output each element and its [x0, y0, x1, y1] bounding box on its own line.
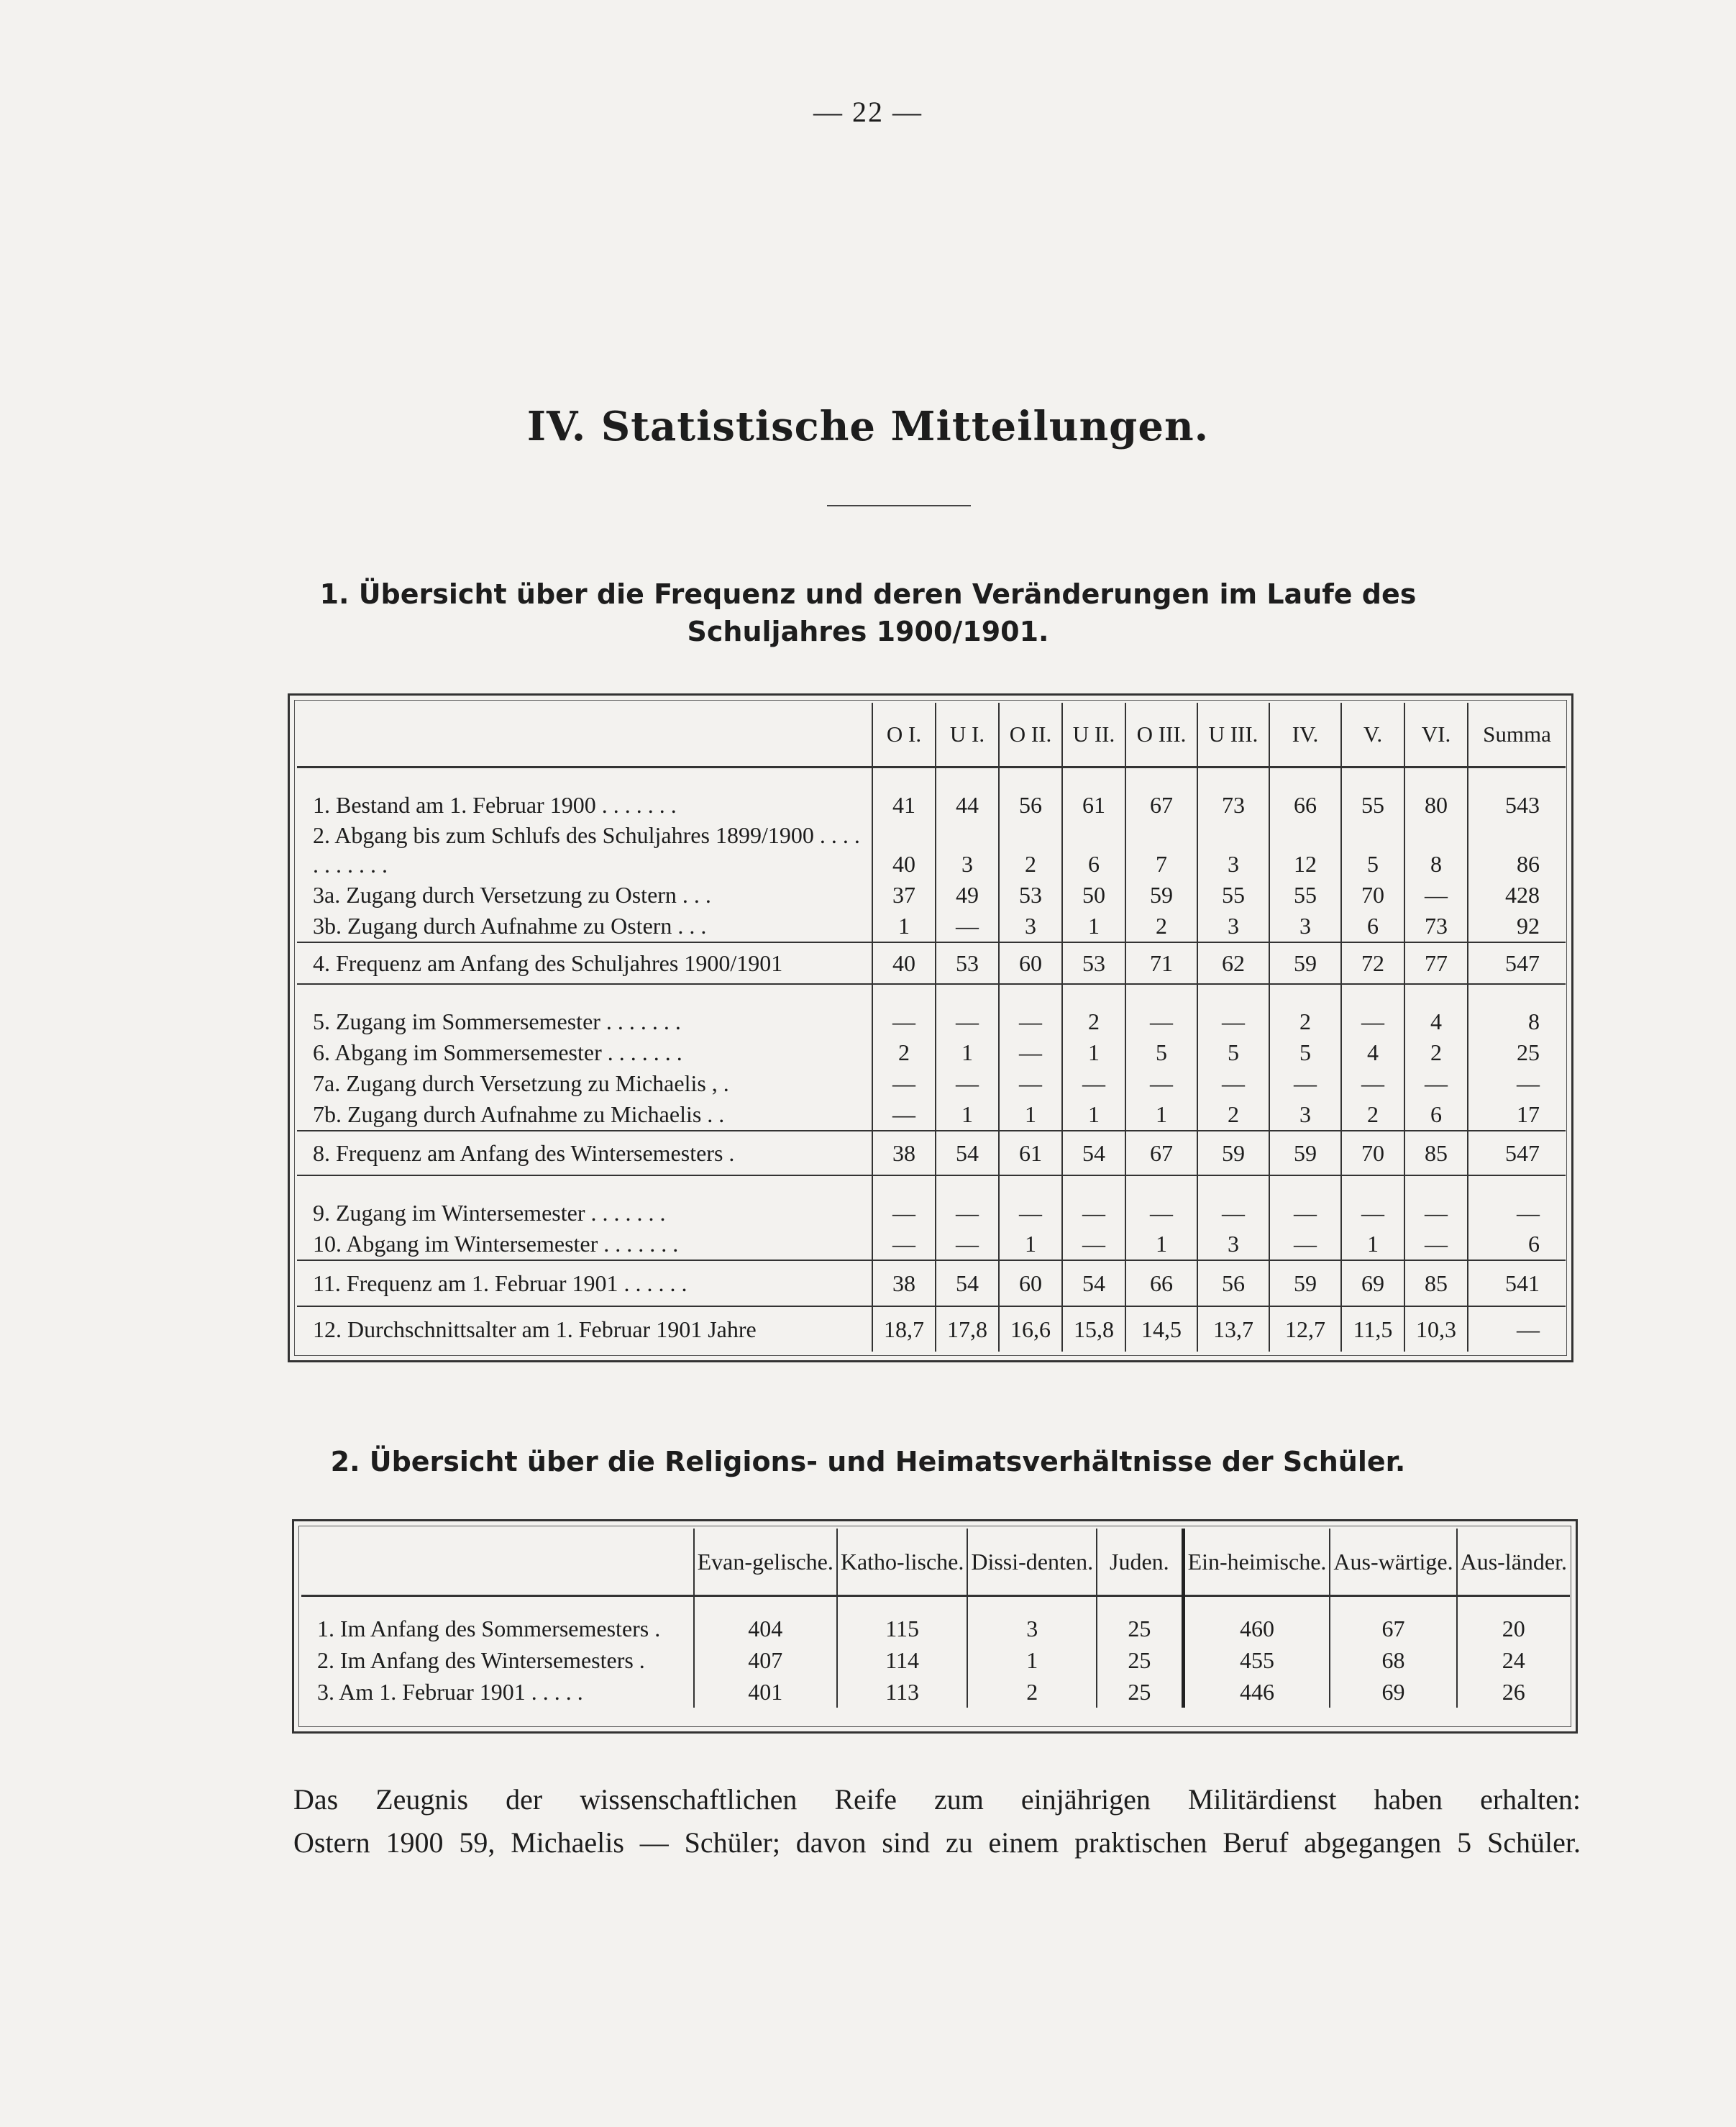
cell: 67 [1330, 1596, 1456, 1645]
col-header: VI. [1404, 703, 1468, 768]
cell: 2 [1404, 1037, 1468, 1068]
col-header-summa: Summa [1468, 703, 1566, 768]
cell: 3 [967, 1596, 1097, 1645]
cell: 66 [1125, 1260, 1197, 1306]
row-label: 2. Abgang bis zum Schlufs des Schuljahres 1899/1900 . . . . . . . . . . . [313, 822, 860, 878]
cell: — [1404, 1068, 1468, 1099]
cell: 70 [1341, 1131, 1404, 1175]
cell: 20 [1457, 1596, 1570, 1645]
frequency-table [297, 703, 1566, 1352]
cell: 2 [1062, 984, 1125, 1037]
row-label: 7a. Zugang durch Versetzung zu Michaelis , . [313, 1070, 729, 1096]
table-row [297, 1037, 1566, 1068]
cell: 1 [967, 1644, 1097, 1676]
cell: 77 [1404, 942, 1468, 984]
cell: — [1197, 1068, 1269, 1099]
cell: 17,8 [936, 1306, 999, 1352]
cell: 1 [936, 1037, 999, 1068]
cell: — [999, 1037, 1062, 1068]
cell: 404 [694, 1596, 837, 1645]
cell: 5 [1197, 1037, 1269, 1068]
cell: — [936, 1068, 999, 1099]
row-label: 8. Frequenz am Anfang des Wintersemesters . [297, 1131, 872, 1175]
cell: 59 [1269, 942, 1341, 984]
cell: 2 [1269, 984, 1341, 1037]
table-row [297, 942, 1566, 984]
cell: 54 [1062, 1131, 1125, 1175]
cell: 1 [1062, 911, 1125, 942]
row-label: 3. Am 1. Februar 1901 . . . . . [317, 1679, 583, 1705]
cell: 25 [1097, 1676, 1183, 1708]
table1-header-label [297, 703, 872, 768]
cell: 2 [1125, 911, 1197, 942]
cell-summa: 8 [1468, 984, 1566, 1037]
cell: 59 [1269, 1260, 1341, 1306]
cell: 11,5 [1341, 1306, 1404, 1352]
col-header: Katho-lische. [837, 1529, 968, 1596]
cell: — [1197, 984, 1269, 1037]
cell: 71 [1125, 942, 1197, 984]
cell: 55 [1269, 880, 1341, 911]
cell: — [936, 911, 999, 942]
footer-line-2: Ostern 1900 59, Michaelis — Schüler; davon sind zu einem praktischen Beruf abgegangen 5 Schüler. [293, 1826, 1581, 1859]
cell: — [872, 984, 936, 1037]
cell: — [1269, 1175, 1341, 1229]
footer-line-1: Das Zeugnis der wissenschaftlichen Reife zum einjährigen Militärdienst haben erhalten: [293, 1783, 1581, 1816]
cell-summa: 541 [1468, 1260, 1566, 1306]
cell-summa: — [1468, 1068, 1566, 1099]
col-header: V. [1341, 703, 1404, 768]
row-label: 1. Im Anfang des Sommersemesters . [317, 1616, 661, 1641]
cell: 15,8 [1062, 1306, 1125, 1352]
footer-paragraph [293, 1778, 1581, 1864]
row-label: 10. Abgang im Wintersemester . . . . . . . [313, 1231, 679, 1257]
cell: 1 [999, 1229, 1062, 1260]
cell: 66 [1269, 768, 1341, 821]
cell: 40 [872, 821, 936, 880]
row-label: 3a. Zugang durch Versetzung zu Ostern . . . [313, 882, 711, 908]
cell: — [1062, 1229, 1125, 1260]
col-header: Ein-heimische. [1183, 1529, 1330, 1596]
cell: — [872, 1229, 936, 1260]
cell: 18,7 [872, 1306, 936, 1352]
cell: 25 [1097, 1596, 1183, 1645]
table-row [297, 1260, 1566, 1306]
cell: 70 [1341, 880, 1404, 911]
cell: 80 [1404, 768, 1468, 821]
cell: 6 [1404, 1099, 1468, 1131]
cell: 53 [999, 880, 1062, 911]
cell: 25 [1097, 1644, 1183, 1676]
cell-summa: 547 [1468, 942, 1566, 984]
cell-summa: 86 [1468, 821, 1566, 880]
cell: 14,5 [1125, 1306, 1197, 1352]
cell: 10,3 [1404, 1306, 1468, 1352]
cell: 85 [1404, 1131, 1468, 1175]
cell: 2 [1341, 1099, 1404, 1131]
col-header: U I. [936, 703, 999, 768]
cell: 401 [694, 1676, 837, 1708]
cell: — [1269, 1229, 1341, 1260]
cell: 4 [1404, 984, 1468, 1037]
cell-summa: 428 [1468, 880, 1566, 911]
cell: 1 [999, 1099, 1062, 1131]
cell-summa: 547 [1468, 1131, 1566, 1175]
cell: — [999, 984, 1062, 1037]
cell: 59 [1269, 1131, 1341, 1175]
cell: — [1404, 1175, 1468, 1229]
cell: 69 [1341, 1260, 1404, 1306]
cell: 55 [1197, 880, 1269, 911]
table2-header-row [301, 1529, 1570, 1596]
cell: 1 [936, 1099, 999, 1131]
col-header: Aus-länder. [1457, 1529, 1570, 1596]
cell: 67 [1125, 1131, 1197, 1175]
cell: 3 [1197, 911, 1269, 942]
cell: 40 [872, 942, 936, 984]
cell: — [999, 1068, 1062, 1099]
cell: 115 [837, 1596, 968, 1645]
cell: 446 [1183, 1676, 1330, 1708]
row-label: 5. Zugang im Sommersemester . . . . . . . [297, 984, 872, 1037]
table-row [297, 984, 1566, 1037]
row-label: 4. Frequenz am Anfang des Schuljahres 1900/1901 [297, 942, 872, 984]
cell: 460 [1183, 1596, 1330, 1645]
cell: 56 [999, 768, 1062, 821]
cell: 3 [999, 911, 1062, 942]
cell-summa: 92 [1468, 911, 1566, 942]
cell: 60 [999, 1260, 1062, 1306]
cell: 38 [872, 1131, 936, 1175]
cell: 73 [1404, 911, 1468, 942]
cell: — [1269, 1068, 1341, 1099]
cell: 60 [999, 942, 1062, 984]
cell: 59 [1125, 880, 1197, 911]
cell-summa: 543 [1468, 768, 1566, 821]
cell: 114 [837, 1644, 968, 1676]
col-header: Aus-wärtige. [1330, 1529, 1456, 1596]
col-header: IV. [1269, 703, 1341, 768]
cell: 54 [936, 1131, 999, 1175]
row-label: 9. Zugang im Wintersemester . . . . . . . [297, 1175, 872, 1229]
cell: 1 [1341, 1229, 1404, 1260]
cell: — [1125, 984, 1197, 1037]
cell: 455 [1183, 1644, 1330, 1676]
cell: 26 [1457, 1676, 1570, 1708]
table-row [297, 821, 1566, 880]
cell: — [872, 1099, 936, 1131]
table1-header-row [297, 703, 1566, 768]
cell: 3 [1197, 821, 1269, 880]
cell: 3 [1269, 911, 1341, 942]
cell: — [936, 1229, 999, 1260]
table1-heading [0, 575, 1736, 650]
table2-header-label [301, 1529, 694, 1596]
cell: 2 [1197, 1099, 1269, 1131]
cell: 69 [1330, 1676, 1456, 1708]
cell: — [1341, 1068, 1404, 1099]
cell: 12,7 [1269, 1306, 1341, 1352]
cell: 67 [1125, 768, 1197, 821]
col-header: Juden. [1097, 1529, 1183, 1596]
row-label: 11. Frequenz am 1. Februar 1901 . . . . . . [297, 1260, 872, 1306]
col-header: O III. [1125, 703, 1197, 768]
cell: 72 [1341, 942, 1404, 984]
col-header: Dissi-denten. [967, 1529, 1097, 1596]
cell-summa: 6 [1468, 1229, 1566, 1260]
cell: 62 [1197, 942, 1269, 984]
cell-summa: 25 [1468, 1037, 1566, 1068]
cell: 54 [1062, 1260, 1125, 1306]
cell: 5 [1125, 1037, 1197, 1068]
cell: 37 [872, 880, 936, 911]
cell: 53 [1062, 942, 1125, 984]
page-number: — 22 — [813, 96, 923, 128]
table-row [297, 768, 1566, 821]
table-row [301, 1596, 1570, 1645]
cell: — [1341, 1175, 1404, 1229]
col-header: U II. [1062, 703, 1125, 768]
cell: 1 [1125, 1099, 1197, 1131]
cell: — [1341, 984, 1404, 1037]
section-title: IV. Statistische Mitteilungen. [526, 403, 1210, 450]
cell: — [1197, 1175, 1269, 1229]
cell: 113 [837, 1676, 968, 1708]
cell: 3 [936, 821, 999, 880]
cell: 13,7 [1197, 1306, 1269, 1352]
cell: 407 [694, 1644, 837, 1676]
cell: 6 [1341, 911, 1404, 942]
cell: 1 [1062, 1037, 1125, 1068]
table1-heading-line1: 1. Übersicht über die Frequenz und deren Veränderungen im Laufe des [319, 578, 1417, 610]
cell: 3 [1269, 1099, 1341, 1131]
cell: 85 [1404, 1260, 1468, 1306]
cell: 3 [1197, 1229, 1269, 1260]
row-label: 6. Abgang im Sommersemester . . . . . . . [313, 1039, 682, 1065]
table-row [297, 911, 1566, 942]
religion-table [301, 1529, 1570, 1708]
cell: 41 [872, 768, 936, 821]
cell: 44 [936, 768, 999, 821]
row-label: 2. Im Anfang des Wintersemesters . [317, 1647, 645, 1673]
title-divider [827, 505, 971, 506]
religion-table-frame [292, 1519, 1578, 1734]
table-row [297, 1229, 1566, 1260]
table-row [297, 1175, 1566, 1229]
cell: 1 [872, 911, 936, 942]
cell: 4 [1341, 1037, 1404, 1068]
cell: 24 [1457, 1644, 1570, 1676]
cell: 12 [1269, 821, 1341, 880]
cell: 73 [1197, 768, 1269, 821]
cell: 2 [999, 821, 1062, 880]
table1-heading-line2: Schuljahres 1900/1901. [687, 616, 1049, 647]
cell: 5 [1341, 821, 1404, 880]
table-row [297, 1131, 1566, 1175]
table-row [297, 1306, 1566, 1352]
cell: 61 [999, 1131, 1062, 1175]
cell: 49 [936, 880, 999, 911]
cell: 6 [1062, 821, 1125, 880]
cell: 68 [1330, 1644, 1456, 1676]
cell: 61 [1062, 768, 1125, 821]
table-row [301, 1644, 1570, 1676]
cell: — [936, 1175, 999, 1229]
frequency-table-frame [288, 693, 1573, 1362]
cell: — [936, 984, 999, 1037]
cell: — [1062, 1068, 1125, 1099]
cell: 54 [936, 1260, 999, 1306]
cell: — [872, 1068, 936, 1099]
cell: 38 [872, 1260, 936, 1306]
row-label: 7b. Zugang durch Aufnahme zu Michaelis . . [313, 1101, 725, 1127]
cell: 1 [1125, 1229, 1197, 1260]
col-header: O I. [872, 703, 936, 768]
table-row [301, 1676, 1570, 1708]
cell: — [1125, 1068, 1197, 1099]
cell: 50 [1062, 880, 1125, 911]
cell: 7 [1125, 821, 1197, 880]
cell: — [1062, 1175, 1125, 1229]
cell: — [872, 1175, 936, 1229]
col-header: O II. [999, 703, 1062, 768]
table-row [297, 1099, 1566, 1131]
cell: — [999, 1175, 1062, 1229]
cell: — [1404, 1229, 1468, 1260]
cell: — [1125, 1175, 1197, 1229]
table-row [297, 1068, 1566, 1099]
table-row [297, 880, 1566, 911]
cell-summa: 17 [1468, 1099, 1566, 1131]
table2-heading: 2. Übersicht über die Religions- und Heimatsverhältnisse der Schüler. [330, 1446, 1406, 1477]
row-label: 3b. Zugang durch Aufnahme zu Ostern . . . [313, 913, 707, 939]
col-header: U III. [1197, 703, 1269, 768]
cell: 53 [936, 942, 999, 984]
cell: 2 [872, 1037, 936, 1068]
cell: 5 [1269, 1037, 1341, 1068]
row-label: 12. Durchschnittsalter am 1. Februar 1901 Jahre [297, 1306, 872, 1352]
cell-summa: — [1468, 1175, 1566, 1229]
col-header: Evan-gelische. [694, 1529, 837, 1596]
cell: 55 [1341, 768, 1404, 821]
row-label: 1. Bestand am 1. Februar 1900 . . . . . . . [313, 792, 677, 818]
cell: 16,6 [999, 1306, 1062, 1352]
cell: 59 [1197, 1131, 1269, 1175]
cell: 56 [1197, 1260, 1269, 1306]
cell-summa: — [1468, 1306, 1566, 1352]
cell: — [1404, 880, 1468, 911]
cell: 1 [1062, 1099, 1125, 1131]
cell: 2 [967, 1676, 1097, 1708]
cell: 8 [1404, 821, 1468, 880]
